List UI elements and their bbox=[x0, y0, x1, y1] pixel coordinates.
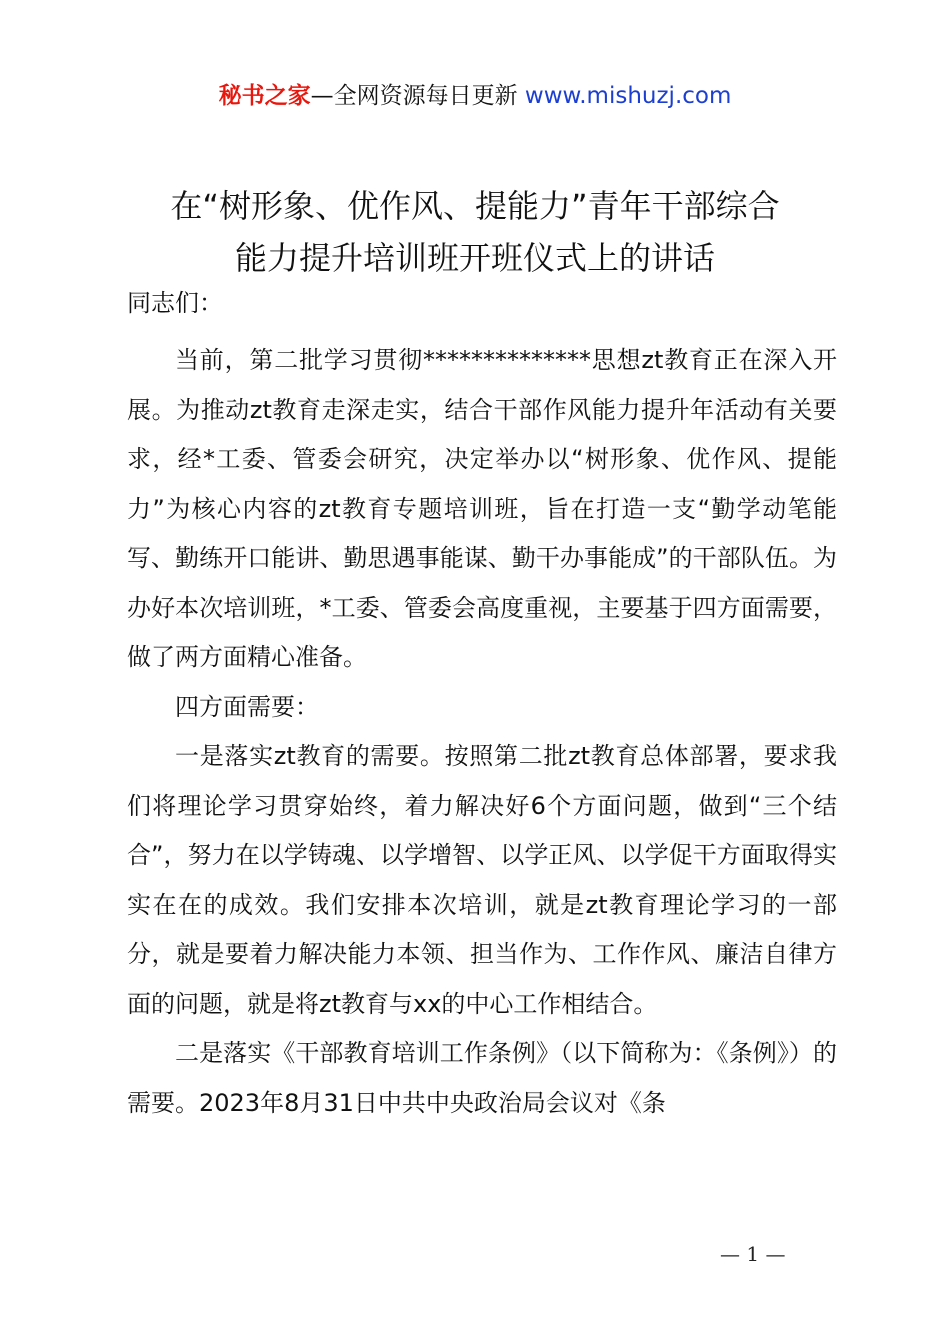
title-line: 在“树形象、优作风、提能力”青年干部综合 bbox=[170, 187, 780, 225]
site-url-link[interactable]: www.mishuzj.com bbox=[524, 83, 732, 109]
title-line: 能力提升培训班开班仪式上的讲话 bbox=[234, 239, 715, 277]
document-body bbox=[127, 336, 837, 1128]
paragraph: 二是落实《干部教育培训工作条例》（以下简称为：《条例》）的需要。2023年8月31日中共中央政治局会议对《条 bbox=[127, 1039, 837, 1117]
document-title bbox=[60, 180, 890, 284]
paragraph: 四方面需要： bbox=[175, 692, 319, 721]
salutation: 同志们： bbox=[127, 289, 223, 317]
paragraph: 当前，第二批学习贯彻**************思想zt教育正在深入开展。为推动zt教育走深走实，结合干部作风能力提升年活动有关要求，经*工委、管委会研究，决定举办以“树形象、优作风、提能力”为核心内容的zt教育专题培训班，旨在打造一支“勤学动笔能写、勤练开口能讲、勤思遇事能谋、勤干办事能成”的干部队伍。为办好本次培训班，*工委、管委会高度重视，主要基于四方面需要，做了两方面精心准备。 bbox=[127, 346, 837, 671]
brand-name: 秘书之家 bbox=[218, 83, 311, 109]
paragraph: 一是落实zt教育的需要。按照第二批zt教育总体部署，要求我们将理论学习贯穿始终，着力解决好6个方面问题，做到“三个结合”，努力在以学铸魂、以学增智、以学正风、以学促干方面取得实实在在的成效。我们安排本次培训，就是zt教育理论学习的一部分，就是要着力解决能力本领、担当作为、工作作风、廉洁自律方面的问题，就是将zt教育与xx的中心工作相结合。 bbox=[127, 742, 837, 1018]
page-number: — 1 — bbox=[720, 1242, 786, 1266]
banner-tagline: —全网资源每日更新 bbox=[310, 83, 518, 109]
site-banner bbox=[0, 80, 950, 112]
